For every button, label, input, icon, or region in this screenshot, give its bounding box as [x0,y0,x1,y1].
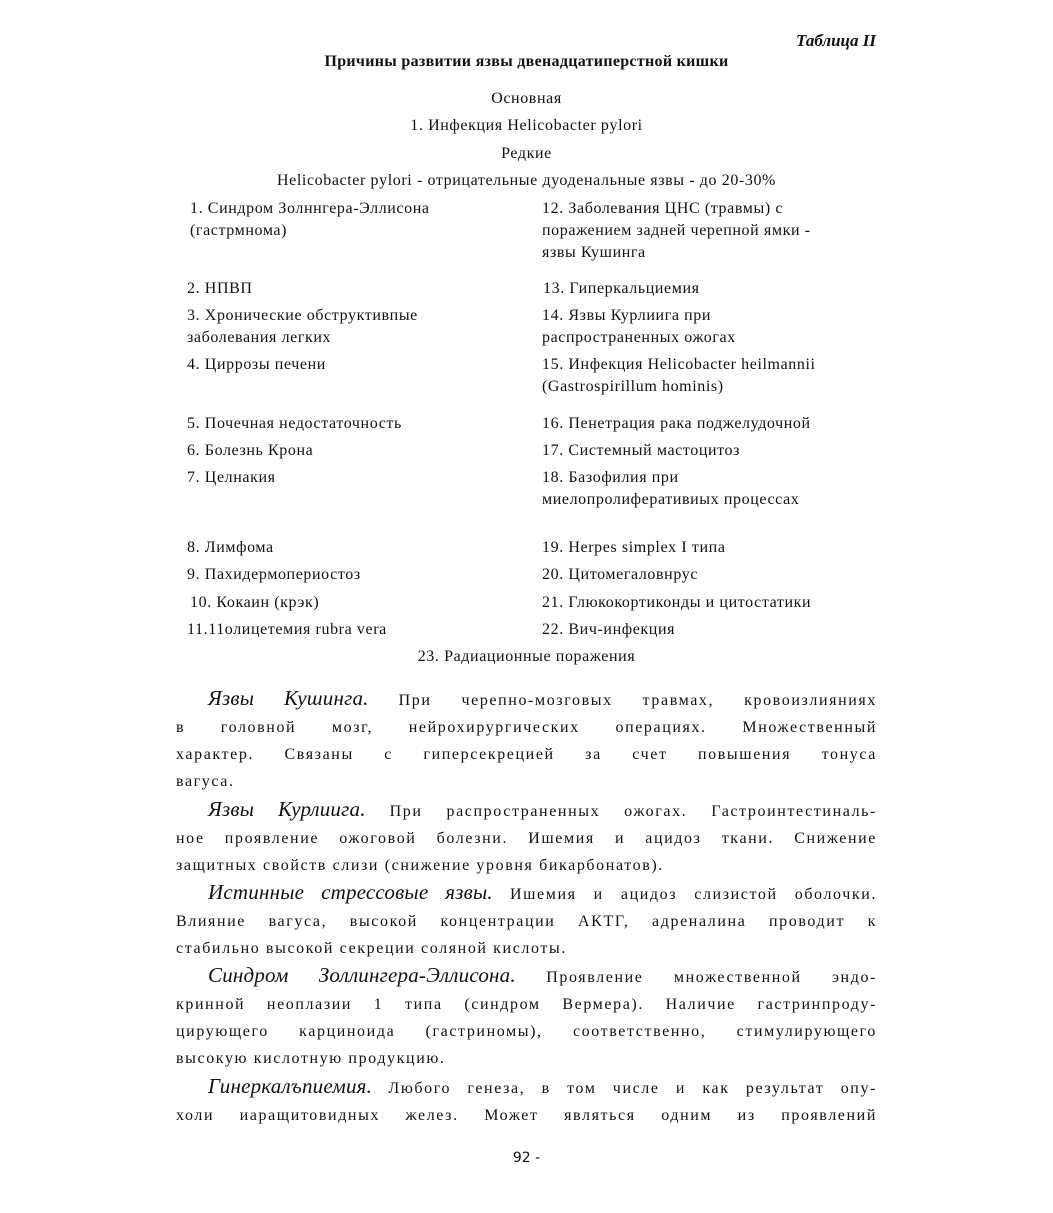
cause-text: 21. Глюкокортиконды и цитостатики [542,594,812,611]
cause-text: 3. Хронические обструктивпые заболевания легких [187,307,418,346]
cause-item-21 [542,592,862,614]
paragraph-lead: Язвы Кушинга. [208,686,369,710]
cause-text: 17. Системный мастоцитоз [542,442,741,459]
cause-item-14 [542,305,862,349]
cause-text: 4. Циррозы печени [187,356,326,373]
cause-text: 7. Целнакия [187,469,276,486]
table-label: Таблица II [796,31,876,50]
cause-item-19 [542,537,862,559]
cause-item-6 [187,440,507,462]
cause-item-5 [187,413,507,435]
paragraph-cushing: Язвы Кушинга. При черепно-мозговых травмах, кровоизлияниях в головной мозг, нейрохирургических операциях. Множественный характер. Связаны с гиперсекрецией за счет повышения тонуса вагуса. [176,686,877,790]
paragraph-zollinger-ellison: Синдром Золлингера-Эллисона. Проявление множественной эндо- кринной неоплазии 1 типа (синдром Вермера). Наличие гастринпроду- цирующего карциноида (гастриномы), соответственно, стимулирующего высокую кислотную продукцию. [176,963,877,1067]
paragraph-lead: Язвы Курлиига. [208,797,366,821]
cause-item-3 [187,305,507,349]
cause-text: 2. НПВП [187,280,253,297]
cause-item-2 [187,278,507,300]
main-heading: Основная [491,90,562,107]
paragraph-lead: Истинные стрессовые язвы. [208,880,493,904]
cause-item-20 [542,564,862,586]
cause-item-11 [187,619,507,641]
cause-text: 18. Базофилия при миелопролиферативиых процессах [542,469,800,508]
cause-item-22 [542,619,862,641]
cause-item-18 [542,467,862,511]
cause-text: 13. Гиперкальциемия [543,280,700,297]
cause-item-17 [542,440,862,462]
cause-text: 11.11олицетемия rubra vera [187,621,387,638]
cause-item-10 [190,592,510,614]
cause-item-12 [542,198,862,264]
paragraph-lead: Гинеркалъпиемия. [208,1074,373,1098]
cause-text: 20. Цитомегаловнрус [542,566,699,583]
cause-text: 5. Почечная недостаточность [187,415,402,432]
cause-text: 10. Кокаин (крэк) [190,594,320,611]
paragraph-hypercalcemia: Гинеркалъпиемия. Любого генеза, в том числе и как результат опу- холи иаращитовидных желез. Может являться одним из проявлений [176,1074,877,1124]
paragraph-curling: Язвы Курлиига. При распространенных ожогах. Гастроинтестиналь- ное проявление ожоговой болезни. Ишемия и ацидоз ткани. Снижение защитных свойств слизи (снижение уровня бикарбонатов). [176,797,877,874]
table-title: Причины развитии язвы двенадцатиперстной кишки [324,53,729,70]
cause-text: 9. Пахидермопериостоз [187,566,361,583]
cause-item-16 [542,413,862,435]
cause-item-13 [543,278,863,300]
paragraph-lead: Синдром Золлингера-Эллисона. [208,963,516,987]
rare-heading: Редкие [501,145,552,162]
cause-text: 6. Болезнь Крона [187,442,314,459]
cause-text: 12. Заболевания ЦНС (травмы) с поражением задней черепной ямки - язвы Кушинга [542,200,811,261]
cause-text: 8. Лимфома [187,539,274,556]
page-number: 92 - [512,1150,541,1166]
cause-item-9 [187,564,507,586]
cause-item-15 [542,354,862,398]
cause-text: 19. Herpes simplex I типа [542,539,726,556]
cause-text: 1. Синдром Золннгера-Эллисона (гастрмнома) [190,200,430,239]
cause-item-23: 23. Радиационные поражения [417,648,636,665]
cause-item-1 [190,198,510,242]
cause-text: 16. Пенетрация рака поджелудочной [542,415,811,432]
rare-subheading: Helicobacter pylori - отрицательные дуоденальные язвы - до 20-30% [277,172,776,189]
cause-text: 15. Инфекция Helicobacter heilmannii (Gastrospirillum hominis) [542,356,816,395]
main-item: 1. Инфекция Helicobacter pylori [410,117,643,134]
cause-text: 14. Язвы Курлиига при распространенных ожогах [542,307,736,346]
paragraph-stress-ulcers: Истинные стрессовые язвы. Ишемия и ацидоз слизистой оболочки. Влияние вагуса, высокой концентрации АКТГ, адреналина проводит к стабильно высокой секреции соляной кислоты. [176,880,878,957]
cause-item-8 [187,537,507,559]
cause-item-4 [187,354,507,376]
cause-text: 22. Вич-инфекция [542,621,676,638]
cause-item-7 [187,467,507,489]
